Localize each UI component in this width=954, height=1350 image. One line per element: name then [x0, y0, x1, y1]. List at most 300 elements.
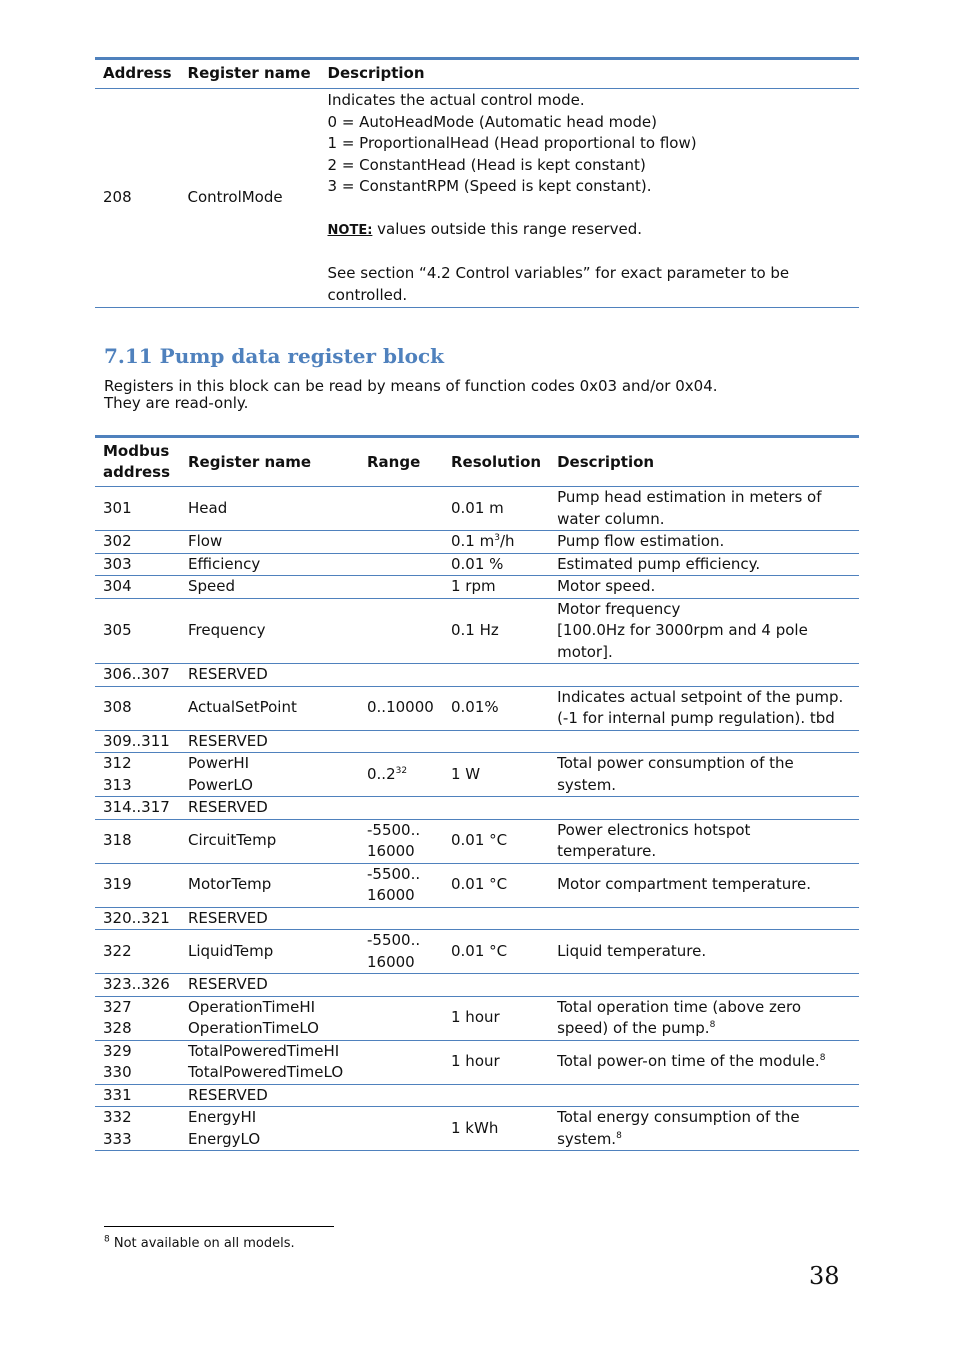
- cell-text: RESERVED: [188, 798, 268, 816]
- cell-text: Speed: [188, 577, 236, 595]
- spacer: [328, 198, 851, 220]
- superscript: 8: [819, 1053, 826, 1064]
- cell-range: [359, 797, 443, 820]
- cell-text: 322: [103, 941, 132, 960]
- table-row: [95, 797, 859, 820]
- cell-line: [103, 620, 172, 642]
- cell-range: [359, 819, 443, 863]
- table-row: [95, 907, 859, 930]
- table-row: [95, 930, 859, 974]
- cell-line: [557, 487, 851, 509]
- cell-text: 302: [103, 532, 132, 550]
- cell-text: speed) of the pump.: [557, 1019, 710, 1037]
- cell-register-name: [180, 730, 359, 753]
- cell-range: [359, 553, 443, 576]
- table-row: [95, 753, 859, 797]
- cell-text: 1 W: [451, 764, 481, 783]
- header-line: Modbus: [103, 442, 170, 460]
- desc-line: 0 = AutoHeadMode (Automatic head mode): [327, 112, 658, 131]
- cell-text: TotalPoweredTimeHI: [188, 1041, 340, 1060]
- cell-line: [103, 1062, 172, 1084]
- cell-text: Pump head estimation in meters of: [557, 488, 822, 506]
- cell-resolution: [443, 1040, 549, 1084]
- cell-description: [549, 531, 859, 554]
- cell-register-name: [180, 1084, 359, 1107]
- cell-address: [95, 753, 180, 797]
- header-description: Description: [557, 452, 655, 471]
- cell-line: [103, 775, 172, 797]
- cell-line: [557, 820, 851, 842]
- cell-description: [549, 1040, 859, 1084]
- cell-description: [549, 797, 859, 820]
- cell-address: [95, 686, 180, 730]
- cell-register-name: [180, 1107, 359, 1151]
- cell-description: [320, 89, 859, 308]
- table-row: [95, 819, 859, 863]
- cell-resolution: [443, 1107, 549, 1151]
- cell-range: [359, 598, 443, 664]
- cell-text: 0.01 %: [451, 554, 504, 573]
- cell-resolution: [443, 576, 549, 599]
- cell-text: RESERVED: [188, 975, 268, 993]
- header-register-name: Register name: [187, 64, 311, 83]
- cell-line: [188, 941, 351, 963]
- cell-line: [188, 576, 351, 598]
- cell-line: [367, 820, 435, 842]
- cell-line: [557, 708, 851, 730]
- cell-text: 1 kWh: [451, 1118, 499, 1137]
- cell-line: [188, 1085, 351, 1107]
- cell-range: [359, 907, 443, 930]
- cell-line: [103, 1018, 172, 1040]
- cell-text: 16000: [367, 952, 415, 971]
- cell-line: [188, 498, 351, 520]
- cell-resolution: [443, 907, 549, 930]
- cell-text: RESERVED: [188, 731, 268, 750]
- cell-text: 303: [103, 554, 132, 573]
- table-row: [95, 553, 859, 576]
- cell-resolution: [443, 996, 549, 1040]
- cell-text: water column.: [557, 509, 665, 528]
- footnote-text: Not available on all models.: [109, 1236, 295, 1251]
- cell-text: (-1 for internal pump regulation). tbd: [557, 709, 835, 727]
- table-row: [95, 576, 859, 599]
- cell-line: [557, 620, 851, 642]
- cell-line: [103, 941, 172, 963]
- cell-address: [95, 819, 180, 863]
- cell-text: PowerLO: [188, 775, 253, 794]
- page-number: 38: [809, 1262, 840, 1290]
- cell-line: [188, 620, 351, 642]
- cell-range: [359, 1040, 443, 1084]
- cell-line: [557, 775, 851, 797]
- cell-range: [359, 576, 443, 599]
- cell-line: [188, 1129, 351, 1151]
- cell-text: LiquidTemp: [188, 941, 274, 960]
- cell-text: 0.01 °C: [451, 875, 508, 894]
- spacer: [328, 242, 851, 264]
- cell-register-name: [180, 664, 359, 687]
- table-row: [95, 89, 859, 308]
- cell-text: 0.1 m: [451, 532, 495, 550]
- header-range: Range: [367, 452, 421, 471]
- cell-address: [95, 576, 180, 599]
- table-row: [95, 664, 859, 687]
- cell-register-name: [180, 797, 359, 820]
- cell-text: -5500..: [367, 820, 421, 839]
- cell-line: [188, 531, 351, 553]
- cell-resolution: [443, 930, 549, 974]
- cell-text: 330: [103, 1063, 132, 1081]
- cell-line: [188, 797, 351, 819]
- cell-line: [103, 797, 172, 819]
- cell-text: Liquid temperature.: [557, 941, 707, 960]
- cell-resolution: [443, 531, 549, 554]
- cell-line: [557, 841, 851, 863]
- cell-register-name: [180, 487, 359, 531]
- cell-description: [549, 819, 859, 863]
- cell-register-name: ControlMode: [187, 188, 283, 207]
- cell-address: [95, 930, 180, 974]
- cell-address: [95, 730, 180, 753]
- cell-line: [188, 664, 351, 686]
- cell-line: [557, 576, 851, 598]
- cell-text: MotorTemp: [188, 875, 272, 894]
- cell-text: 16000: [367, 886, 415, 904]
- cell-text: system.: [557, 775, 617, 794]
- desc-line: 1 = ProportionalHead (Head proportional to flow): [327, 134, 697, 152]
- cell-address: [95, 553, 180, 576]
- cell-line: [103, 531, 172, 553]
- cell-register-name: [180, 819, 359, 863]
- cell-text: 333: [103, 1129, 132, 1148]
- cell-line: [557, 554, 851, 576]
- cell-text: Indicates actual setpoint of the pump.: [557, 687, 844, 706]
- cell-line: [103, 697, 172, 719]
- cell-line: [103, 908, 172, 930]
- cell-text: -5500..: [367, 864, 421, 883]
- cell-text: 312: [103, 754, 132, 772]
- cell-line: [557, 1051, 851, 1073]
- cell-line: [557, 1107, 851, 1129]
- cell-line: [103, 576, 172, 598]
- cell-address: [95, 907, 180, 930]
- cell-resolution: [443, 753, 549, 797]
- cell-text: 0.01 m: [451, 498, 504, 517]
- cell-text: 1 hour: [451, 1008, 500, 1027]
- cell-range: [359, 730, 443, 753]
- intro-line: They are read-only.: [104, 393, 249, 412]
- cell-text: Efficiency: [188, 554, 261, 573]
- cell-line: [188, 997, 351, 1019]
- cell-line: [557, 1018, 851, 1040]
- cell-line: [103, 830, 172, 852]
- cell-text: Power electronics hotspot: [557, 820, 751, 839]
- cell-line: [557, 753, 851, 775]
- cell-line: [188, 1107, 351, 1129]
- cell-line: [188, 1062, 351, 1084]
- cell-text: Total energy consumption of the: [557, 1108, 800, 1126]
- section-intro: [104, 378, 804, 411]
- cell-line: [188, 830, 351, 852]
- cell-address: [95, 487, 180, 531]
- cell-address: [95, 863, 180, 907]
- cell-text: system.: [557, 1129, 617, 1148]
- cell-line: [188, 697, 351, 719]
- cell-description: [549, 487, 859, 531]
- cell-range: [359, 996, 443, 1040]
- cell-range: [359, 863, 443, 907]
- cell-range: [359, 487, 443, 531]
- cell-text: 329: [103, 1041, 132, 1060]
- cell-line: [367, 841, 435, 863]
- cell-resolution: [443, 797, 549, 820]
- cell-register-name: [180, 598, 359, 664]
- cell-text: TotalPoweredTimeLO: [188, 1063, 344, 1081]
- header-description: Description: [327, 64, 425, 83]
- cell-register-name: [180, 531, 359, 554]
- cell-resolution: [443, 553, 549, 576]
- cell-resolution: [443, 686, 549, 730]
- cell-text: 318: [103, 831, 132, 850]
- cell-text: 306..307: [103, 665, 170, 683]
- cell-line: [103, 1107, 172, 1129]
- cell-address: [95, 531, 180, 554]
- cell-line: [103, 753, 172, 775]
- cell-line: [188, 554, 351, 576]
- cell-line: [557, 531, 851, 553]
- cell-line: [367, 764, 435, 786]
- cell-address: 208: [103, 188, 132, 207]
- cell-text: Motor speed.: [557, 577, 656, 595]
- note-line: [328, 219, 851, 242]
- cell-line: [367, 885, 435, 907]
- cell-register-name: [180, 863, 359, 907]
- control-mode-table: [95, 57, 859, 308]
- cell-register-name: [180, 930, 359, 974]
- cell-resolution: [443, 664, 549, 687]
- cell-text: Head: [188, 498, 228, 517]
- cell-register-name: [180, 576, 359, 599]
- cell-text: 1 rpm: [451, 577, 496, 595]
- cell-range: [359, 531, 443, 554]
- cell-text: 0.01 °C: [451, 831, 508, 850]
- cell-line: [188, 731, 351, 753]
- table-row: [95, 730, 859, 753]
- cell-address: [95, 1084, 180, 1107]
- cell-register-name: [180, 907, 359, 930]
- cell-text: 320..321: [103, 908, 170, 927]
- cell-line: [103, 997, 172, 1019]
- cell-text: OperationTimeHI: [188, 997, 316, 1016]
- table-row: [95, 1084, 859, 1107]
- cell-line: [367, 697, 435, 719]
- cell-line: [188, 775, 351, 797]
- cell-text: /h: [499, 532, 515, 550]
- cell-text: EnergyLO: [188, 1129, 261, 1148]
- cell-line: [557, 687, 851, 709]
- cell-line: [367, 864, 435, 886]
- cell-line: [367, 952, 435, 974]
- cell-line: [103, 974, 172, 996]
- cell-text: [100.0Hz for 3000rpm and 4 pole: [557, 621, 808, 639]
- table-row: [95, 686, 859, 730]
- cell-text: 332: [103, 1108, 132, 1126]
- cell-line: [188, 908, 351, 930]
- cell-description: [549, 974, 859, 997]
- table-row: [95, 863, 859, 907]
- cell-register-name: [180, 553, 359, 576]
- cell-description: [549, 576, 859, 599]
- footnote-mark: 8: [104, 1234, 110, 1245]
- cell-text: 1 hour: [451, 1052, 500, 1071]
- footnote: [104, 1236, 295, 1251]
- header-resolution: Resolution: [451, 452, 542, 471]
- cell-line: [103, 664, 172, 686]
- cell-address: [95, 996, 180, 1040]
- cell-resolution: [443, 487, 549, 531]
- cell-address: [95, 797, 180, 820]
- footnote-divider: [104, 1226, 334, 1227]
- header-modbus-address: [95, 437, 180, 487]
- cell-text: 308: [103, 698, 132, 717]
- cell-range: [359, 686, 443, 730]
- cell-text: Pump flow estimation.: [557, 532, 725, 550]
- cell-resolution: [443, 598, 549, 664]
- table-row: [95, 598, 859, 664]
- cell-description: [549, 664, 859, 687]
- superscript: 8: [616, 1130, 622, 1141]
- cell-description: [549, 930, 859, 974]
- intro-line: Registers in this block can be read by means of function codes 0x03 and/or 0x04.: [104, 377, 718, 395]
- cell-resolution: [443, 1084, 549, 1107]
- cell-text: 305: [103, 621, 132, 639]
- cell-line: [557, 997, 851, 1019]
- cell-range: [359, 753, 443, 797]
- cell-text: RESERVED: [188, 1085, 268, 1104]
- cell-line: [557, 874, 851, 896]
- cell-line: [557, 1129, 851, 1151]
- cell-text: Flow: [188, 532, 223, 550]
- cell-text: 328: [103, 1019, 132, 1037]
- table-row: [95, 996, 859, 1040]
- cell-line: [188, 874, 351, 896]
- pump-data-table: [95, 435, 859, 1151]
- header-register-name: Register name: [188, 452, 312, 471]
- cell-text: 323..326: [103, 975, 170, 993]
- desc-line: 2 = ConstantHead (Head is kept constant): [327, 155, 646, 174]
- cell-line: [188, 974, 351, 996]
- cell-line: [188, 1041, 351, 1063]
- cell-line: [103, 1041, 172, 1063]
- table-row: [95, 487, 859, 531]
- cell-line: [188, 1018, 351, 1040]
- cell-text: 0.01%: [451, 698, 499, 717]
- cell-line: [103, 1129, 172, 1151]
- cell-resolution: [443, 730, 549, 753]
- cell-text: 319: [103, 875, 132, 894]
- cell-text: EnergyHI: [188, 1108, 257, 1126]
- cell-line: [557, 599, 851, 621]
- pump-table-body: [95, 487, 859, 1151]
- desc-line: 3 = ConstantRPM (Speed is kept constant).: [327, 177, 652, 195]
- cell-line: [557, 642, 851, 664]
- cell-text: RESERVED: [188, 908, 268, 927]
- cell-text: 313: [103, 775, 132, 794]
- table-row: [95, 1107, 859, 1151]
- cell-text: RESERVED: [188, 665, 268, 683]
- superscript: 32: [395, 765, 408, 776]
- cell-text: 0..10000: [367, 698, 434, 717]
- cell-description: [549, 863, 859, 907]
- cell-text: Motor frequency: [557, 599, 681, 618]
- header-line: address: [103, 463, 171, 481]
- cell-address: [95, 598, 180, 664]
- cell-text: Total power consumption of the: [557, 754, 794, 772]
- cell-description: [549, 996, 859, 1040]
- cell-register-name: [180, 686, 359, 730]
- cell-range: [359, 974, 443, 997]
- cell-text: OperationTimeLO: [188, 1019, 319, 1037]
- cell-description: [549, 1107, 859, 1151]
- cell-text: motor].: [557, 642, 613, 661]
- cell-line: [103, 1085, 172, 1107]
- cell-text: Motor compartment temperature.: [557, 875, 812, 894]
- cell-address: [95, 974, 180, 997]
- cell-line: [103, 554, 172, 576]
- cell-text: 314..317: [103, 798, 170, 816]
- cell-text: 327: [103, 997, 132, 1016]
- cell-address: [95, 664, 180, 687]
- cell-text: 0.1 Hz: [451, 621, 499, 639]
- cell-line: [557, 509, 851, 531]
- desc-line: controlled.: [327, 285, 408, 304]
- header-address: Address: [103, 64, 172, 83]
- cell-line: [367, 930, 435, 952]
- cell-text: 0..2: [367, 764, 396, 783]
- cell-text: 309..311: [103, 731, 170, 750]
- cell-register-name: [180, 1040, 359, 1084]
- cell-register-name: [180, 753, 359, 797]
- cell-text: Estimated pump efficiency.: [557, 554, 761, 573]
- table-row: [95, 1040, 859, 1084]
- cell-resolution: [443, 863, 549, 907]
- cell-text: ActualSetPoint: [188, 698, 297, 717]
- note-text: values outside this range reserved.: [372, 220, 642, 238]
- note-label: NOTE:: [327, 223, 373, 238]
- cell-text: Total power-on time of the module.: [557, 1052, 820, 1071]
- cell-address: [95, 1040, 180, 1084]
- cell-range: [359, 930, 443, 974]
- cell-register-name: [180, 996, 359, 1040]
- section-heading: 7.11 Pump data register block: [104, 344, 444, 368]
- cell-text: 301: [103, 498, 132, 517]
- table-row: [95, 531, 859, 554]
- cell-text: 16000: [367, 842, 415, 860]
- cell-line: [188, 753, 351, 775]
- cell-text: 304: [103, 577, 132, 595]
- desc-line: See section “4.2 Control variables” for exact parameter to be: [327, 264, 790, 282]
- cell-address: [95, 1107, 180, 1151]
- cell-text: Frequency: [188, 621, 266, 639]
- table-row: [95, 974, 859, 997]
- cell-description: [549, 686, 859, 730]
- superscript: 3: [494, 533, 500, 543]
- cell-text: Total operation time (above zero: [557, 997, 802, 1016]
- cell-description: [549, 598, 859, 664]
- desc-line: Indicates the actual control mode.: [327, 91, 585, 109]
- cell-resolution: [443, 819, 549, 863]
